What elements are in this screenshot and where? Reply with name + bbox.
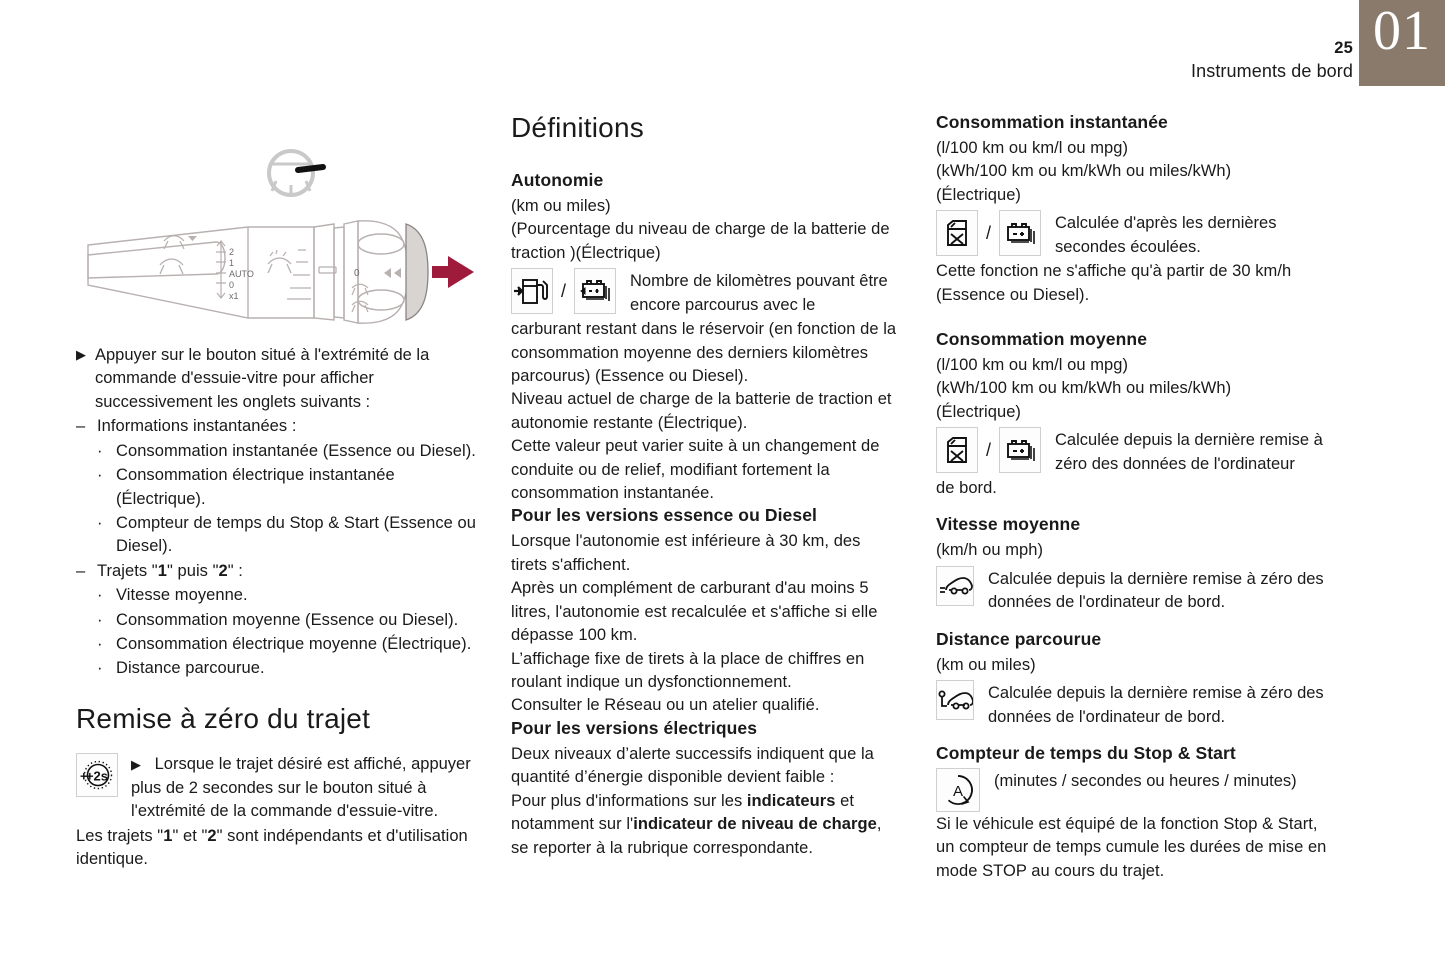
page-number: 25	[1334, 39, 1353, 57]
distance-heading: Distance parcourue	[936, 628, 1102, 649]
stop-start-heading: Compteur de temps du Stop & Start	[936, 743, 1236, 764]
traction-battery-icon	[999, 210, 1041, 256]
emphasis-text: indicateur de niveau de charge	[633, 815, 877, 834]
dot-marker: ·	[97, 441, 103, 460]
emphasis-text: 2	[218, 561, 228, 580]
icon-separator: /	[986, 440, 992, 461]
icon-separator: /	[986, 223, 992, 244]
stalk-label-2: 2	[229, 247, 235, 257]
stop-start-icon-row	[936, 768, 1336, 812]
car-average-speed-icon	[936, 566, 974, 606]
jerrycan-cross-icon	[936, 210, 978, 256]
intro-paragraph	[76, 344, 481, 414]
stalk-label-auto: AUTO	[229, 269, 254, 279]
traction-battery-icon	[574, 268, 616, 314]
plain-text: Trajets "	[97, 561, 158, 580]
plain-text: " sont indépendants et d'utilisation identique.	[76, 826, 468, 868]
dot-marker: ·	[97, 466, 103, 485]
conso-moy-units-1: (l/100 km ou km/l ou mpg)	[936, 355, 1128, 374]
dot-marker: ·	[97, 635, 103, 654]
autonomie-para-9	[511, 790, 901, 860]
stalk-label-1: 1	[229, 258, 235, 268]
conso-inst-units-1: (l/100 km ou km/l ou mpg)	[936, 139, 1128, 157]
distance-icon-text: Calculée depuis la dernière remise à zéro des données de l'ordinateur de bord.	[988, 684, 1324, 726]
traction-battery-icon	[999, 427, 1041, 473]
fuel-pump-arrow-icon	[511, 268, 553, 314]
arrow-right-icon: ▶	[76, 347, 86, 362]
middle-column	[511, 112, 901, 860]
vitesse-moy-icon-row	[936, 566, 1336, 615]
definitions-heading: Définitions	[511, 112, 644, 143]
vitesse-moy-icon-text: Calculée depuis la dernière remise à zéro des données de l'ordinateur de bord.	[988, 569, 1324, 612]
car-distance-travelled-icon	[936, 680, 974, 720]
stalk-label-x1: x1	[229, 291, 239, 301]
chapter-tab	[1359, 0, 1445, 86]
dot-marker: ·	[97, 586, 103, 605]
arrow-right-icon: ▶	[131, 756, 141, 772]
plain-text: " puis "	[166, 561, 219, 580]
autonomie-para-7: Consulter le Réseau ou un atelier qualifié.	[511, 696, 820, 715]
emphasis-text: indicateurs	[746, 791, 836, 810]
conso-moy-units-3: (Électrique)	[936, 402, 1021, 421]
icon-separator: /	[561, 281, 567, 302]
plain-text: Pour plus d'informations sur les	[511, 791, 747, 810]
plain-text: Les trajets "	[76, 826, 164, 845]
list-item	[76, 657, 481, 680]
chapter-number: 01	[1373, 0, 1431, 62]
autonomie-units-1: (km ou miles)	[511, 197, 611, 215]
section-title: Instruments de bord	[1191, 60, 1353, 81]
list-item	[76, 464, 481, 511]
list-item	[76, 584, 481, 607]
conso-inst-para-1: Cette fonction ne s'affiche qu'à partir de 30 km/h (Essence ou Diesel).	[936, 262, 1292, 304]
autonomie-subhead-electrique: Pour les versions électriques	[511, 717, 758, 738]
emphasis-text: 2	[207, 826, 217, 845]
list-item-label: Consommation instantanée (Essence ou Diesel).	[116, 441, 476, 460]
stop-start-units: (minutes / secondes ou heures / minutes)	[994, 772, 1297, 791]
autonomie-para-5: Après un complément de carburant d'au moins 5 litres, l'autonomie est recalculée et s'affiche si elle dépasse 100 km.	[511, 579, 878, 645]
stop-start-a-icon	[936, 768, 980, 812]
list-item-label: Consommation électrique instantanée (Électrique).	[116, 466, 395, 508]
dash-marker: –	[76, 417, 86, 436]
conso-inst-units-3: (Électrique)	[936, 185, 1021, 204]
autonomie-icon-text: Nombre de kilomètres pouvant être encore parcourus avec le	[630, 272, 888, 314]
svg-text:+2s: +2s	[85, 768, 109, 784]
reset-trip-note	[76, 825, 481, 872]
plain-text: , se reporter à la rubrique correspondante.	[511, 815, 882, 857]
reset-instruction	[131, 753, 481, 824]
list-item-label: Consommation moyenne (Essence ou Diesel).	[116, 610, 459, 629]
autonomie-units-2: (Pourcentage du niveau de charge de la batterie de traction )(Électrique)	[511, 220, 890, 262]
emphasis-text: 1	[157, 561, 167, 580]
plain-text: et notamment sur l'	[511, 791, 854, 834]
autonomie-para-1: carburant restant dans le réservoir (en fonction de la consommation moyenne des derniers kilomètres parcourus) (Essence ou Diesel).	[511, 320, 897, 385]
autonomie-para-6: L’affichage fixe de tirets à la place de chiffres en roulant indique un dysfonctionnement.	[511, 649, 865, 692]
plain-text: " :	[227, 561, 243, 580]
page-header	[1191, 38, 1353, 82]
conso-moy-units-2: (kWh/100 km ou km/kWh ou miles/kWh)	[936, 379, 1232, 398]
autonomie-icon-row	[511, 268, 901, 317]
list-item-label: Distance parcourue.	[116, 659, 265, 678]
autonomie-para-8: Deux niveaux d’alerte successifs indiquent que la quantité d’énergie disponible devient faible :	[511, 744, 874, 787]
vitesse-moy-heading: Vitesse moyenne	[936, 514, 1081, 535]
conso-inst-icon-row	[936, 210, 1336, 259]
svg-text:A: A	[952, 783, 964, 801]
list-item-label: Vitesse moyenne.	[116, 586, 248, 605]
list-item	[76, 440, 481, 463]
autonomie-para-2: Niveau actuel de charge de la batterie de traction et autonomie restante (Électrique).	[511, 390, 892, 432]
list-item-label	[97, 560, 481, 583]
dot-marker: ·	[97, 659, 103, 678]
plus-2s-icon	[76, 753, 118, 797]
conso-moy-icon-row	[936, 427, 1336, 476]
autonomie-heading: Autonomie	[511, 170, 604, 190]
list-item-label: Consommation électrique moyenne (Électrique).	[116, 635, 472, 654]
right-column	[936, 112, 1336, 883]
stalk-label-0: 0	[229, 280, 235, 290]
dot-marker: ·	[97, 513, 103, 532]
list-item-label: Compteur de temps du Stop & Start (Essence ou Diesel).	[116, 513, 476, 556]
list-item-label: Informations instantanées :	[97, 417, 297, 436]
dot-marker: ·	[97, 610, 103, 629]
intro-text: Appuyer sur le bouton situé à l'extrémité de la commande d'essuie-vitre pour afficher successivement les onglets suivants :	[95, 346, 430, 411]
dash-marker: –	[76, 561, 86, 580]
reset-trip-heading: Remise à zéro du trajet	[76, 702, 371, 734]
list-item	[76, 633, 481, 656]
left-column	[76, 112, 481, 871]
conso-moy-icon-text: Calculée depuis la dernière remise à zéro des données de l'ordinateur	[1055, 431, 1323, 473]
vitesse-moy-units-1: (km/h ou mph)	[936, 541, 1044, 560]
plain-text: " et "	[172, 826, 208, 845]
reset-instruction-text: Lorsque le trajet désiré est affiché, appuyer plus de 2 secondes sur le bouton situé à l'extrémité de la commande d'essuie-vitre.	[131, 754, 471, 821]
conso-inst-heading: Consommation instantanée	[936, 112, 1168, 132]
list-item	[76, 609, 481, 632]
distance-units-1: (km ou miles)	[936, 655, 1036, 674]
stalk-label-rear-0: 0	[354, 268, 360, 279]
distance-icon-row	[936, 680, 1336, 729]
autonomie-para-4: Lorsque l'autonomie est inférieure à 30 km, des tirets s'affichent.	[511, 532, 861, 574]
emphasis-text: 1	[163, 826, 173, 845]
list-item	[76, 512, 481, 559]
list-item	[76, 560, 481, 583]
list-item	[76, 415, 481, 438]
stop-start-para-1: Si le véhicule est équipé de la fonction Stop & Start, un compteur de temps cumule les durées de mise en mode STOP au cours du trajet.	[936, 815, 1327, 880]
conso-moy-para-1: de bord.	[936, 479, 997, 498]
autonomie-para-3: Cette valeur peut varier suite à un changement de conduite ou de relief, modifiant fortement la consommation instantanée.	[511, 437, 880, 503]
conso-inst-icon-text: Calculée d'après les dernières secondes écoulées.	[1055, 214, 1277, 256]
autonomie-subhead-essence: Pour les versions essence ou Diesel	[511, 505, 818, 526]
conso-inst-units-2: (kWh/100 km ou km/kWh ou miles/kWh)	[936, 162, 1232, 181]
conso-moy-heading: Consommation moyenne	[936, 328, 1148, 349]
jerrycan-cross-icon	[936, 427, 978, 473]
svg-text:+: +	[80, 768, 88, 784]
